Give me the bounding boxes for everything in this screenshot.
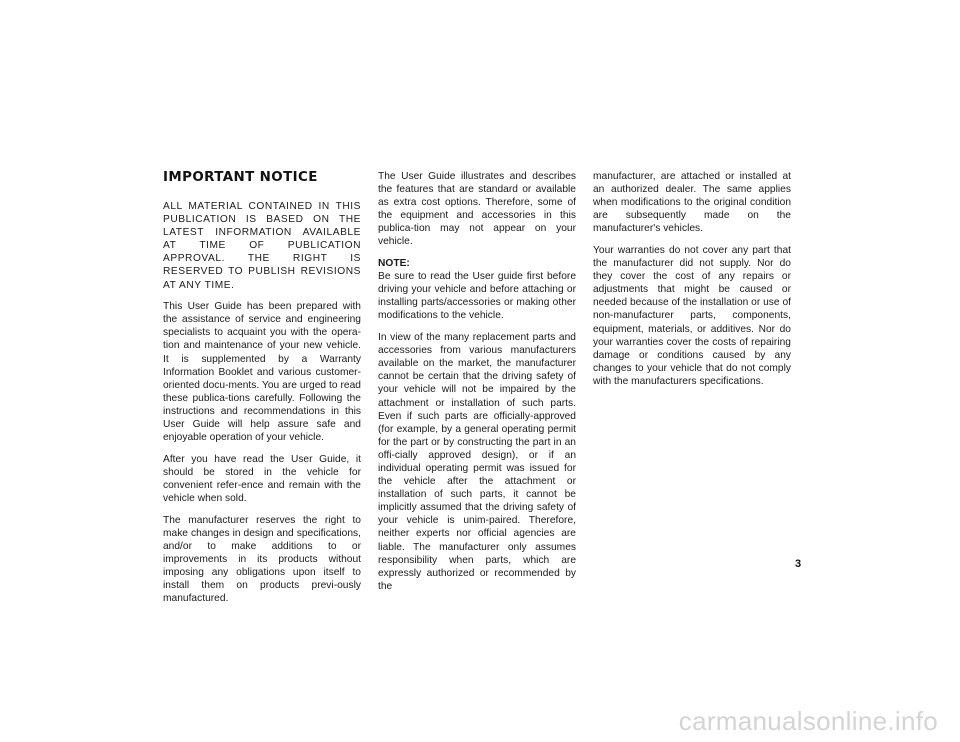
note-label: NOTE:: [378, 258, 410, 270]
column-3: [593, 170, 791, 397]
warranty-paragraph: Your warranties do not cover any part that the manufacturer did not supply. Nor do they cover the cost of any repairs or adjustments that might be caused or needed because of the installation or use of non-manufacturer parts, components, equipment, materials, or additives. Nor do your warranties cover the costs of repairing damage or conditions caused by any changes to your vehicle that do not comply with the manufacturers specifications.: [593, 244, 791, 387]
storage-paragraph: After you have read the User Guide, it should be stored in the vehicle for convenient refer-ence and remain with the vehicle when sold.: [163, 453, 361, 504]
replacement-parts-paragraph: In view of the many replacement parts and accessories from various manufacturers available on the market, the manufacturer cannot be certain that the driving safety of your vehicle will not be impaired by the attachment or installation of such parts. Even if such parts are officially-approved (for example, by a general operating permit for the part or by constructing the part in an offi-cially approved design), or if an individual operating permit was issued for the vehicle after the attachment or installation of such parts, it cannot be implicitly assumed that the driving safety of your vehicle is unim-paired. Therefore, neither experts nor official agencies are liable. The manufacturer only assumes responsibility when parts, which are expressly authorized or recommended by the: [378, 332, 576, 592]
intro-paragraph: This User Guide has been prepared with the assistance of service and engineering specialists to acquaint you with the opera-tion and maintenance of your new vehicle. It is supplemented by a Warranty Information Booklet and various customer-oriented docu-ments. You are urged to read these publica-tions carefully. Following the instructions and recommendations in this User Guide will help assure safe and enjoyable operation of your vehicle.: [163, 301, 361, 444]
page-number: 3: [795, 558, 802, 570]
column-2: [378, 170, 576, 601]
page-title: IMPORTANT NOTICE: [163, 170, 318, 185]
watermark-text: carmanualsonline.info: [678, 706, 938, 736]
features-paragraph: The User Guide illustrates and describes the features that are standard or available as extra cost options. Therefore, some of the equipment and accessories in this publica-tion may not appear on your vehicle.: [378, 171, 576, 248]
note-text: Be sure to read the User guide first before driving your vehicle and before attaching or installing parts/accessories or making other modifications to the vehicle.: [378, 271, 576, 322]
column-1: [163, 170, 361, 614]
notice-paragraph: ALL MATERIAL CONTAINED IN THIS PUBLICATION IS BASED ON THE LATEST INFORMATION AVAILABLE AT TIME OF PUBLICATION APPROVAL. THE RIGHT IS RESERVED TO PUBLISH REVISIONS AT ANY TIME.: [163, 201, 361, 291]
dealer-paragraph: manufacturer, are attached or installed at an authorized dealer. The same applies when modifications to the original condition are subsequently made on the manufacturer's vehicles.: [593, 171, 791, 235]
note-block: [378, 257, 576, 322]
changes-paragraph: The manufacturer reserves the right to make changes in design and specifications, and/or to make additions to or improvements in its products without imposing any obligations upon itself to install them on products previ-ously manufactured.: [163, 514, 361, 605]
